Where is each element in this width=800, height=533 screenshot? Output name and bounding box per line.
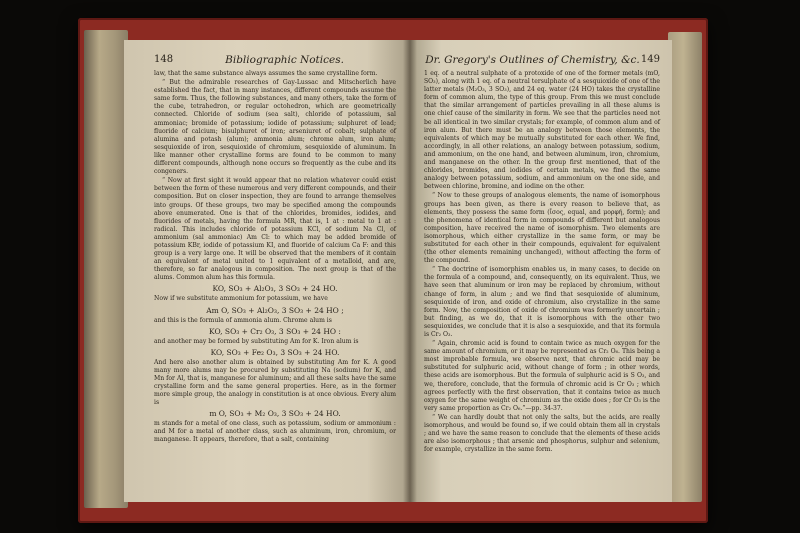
paragraph: “ Now to these groups of analogous elements, the name of isomorphous groups has been given, as there is every reason to believe that, as elements, they possess the same form (ἴσος, equal, and μορφή, form); and the phenomena of identical form in compounds of different but analogous composition, have received the name of isomorphism. Two elements are isomorphous, which either crystallize in the same form, or may be substituted for each other in their compounds, equivalent for equivalent (the other elements remaining unchanged), without affecting the form of the compound.: [424, 192, 660, 265]
paragraph: 1 eq. of a neutral sulphate of a protoxide of one of the former metals (mO, SO₃), along with 1 eq. of a neutral tersulphate of a sesquioxide of one of the latter metals (M₂O₃, 3 SO₃), and 24 eq. water (24 HO) takes the crystalline form of common alum, the type of this group. From this we must conclude that the similar arrangement of particles prevailing in all these alums is one chief cause of the similarity in form. We see that the particles need not be all identical in two similar crystals; for example, of common alum and of iron alum. But there must be an analogy between those elements, the equivalents of which may be mutually substituted for each other. We find, accordingly, in all other relations, an analogy between potassium, sodium, and ammonium, on the one hand, and between aluminum, iron, chromium, and manganese on the other. In the group first mentioned, that of the chlorides, bromides, and iodides of certain metals, we find the same analogy between potassium, sodium, and ammonium on the one side, and between chlorine, bromine, and iodine on the other.: [424, 70, 660, 191]
paragraph: and another may be formed by substituting Am for K. Iron alum is: [154, 337, 359, 345]
formula: KO, SO₃ + Al₂O₃, 3 SO₃ + 24 HO.: [212, 284, 338, 294]
paragraph: Now if we substitute ammonium for potassium, we have: [154, 295, 328, 303]
formula: Am O, SO₃ + Al₂O₃, 3 SO₃ + 24 HO ;: [206, 305, 344, 315]
right-running-title: Dr. Gregory's Outlines of Chemistry, &c.: [425, 54, 640, 66]
right-page-number: 149: [640, 54, 660, 65]
paragraph: m stands for a metal of one class, such as potassium, sodium or ammonium : and M for a metal of another class, such as aluminum, iron, chromium, or manganese. It appears, therefore, that a salt, containing: [154, 420, 396, 444]
book-gutter: [403, 40, 417, 502]
left-page-edges: [84, 30, 128, 508]
right-page: [410, 40, 672, 502]
right-page-body: [424, 70, 660, 454]
right-page-edges: [668, 32, 702, 502]
right-running-head: [424, 54, 660, 66]
paragraph: And here also another alum is obtained by substituting Am for K. A good many more alums may be procured by substituting Na (sodium) for K, and Mn for Al, that is, manganese for aluminum; and all these salts have the same crystalline form and the same general properties. Here, as in the former more simple group, the analogy in constitution is at once obvious. Every alum is: [154, 358, 396, 407]
formula: m O, SO₃ + M₂ O₃, 3 SO₃ + 24 HO.: [209, 409, 341, 419]
formula: KO, SO₃ + Fe₂ O₃, 3 SO₃ + 24 HO.: [210, 347, 340, 357]
left-running-head: [154, 54, 396, 66]
left-running-title: Bibliographic Notices.: [225, 54, 344, 66]
paragraph: “ Now at first sight it would appear that no relation whatever could exist between the form of these numerous and very different compounds, and their composition. But on closer inspection, they are found to arrange themselves into groups. Of these groups, two may be specified among the compounds above enumerated. One is that of the chlorides, bromides, iodides, and fluorides of metals, having the formula MR, that is, 1 at : metal to 1 at : radical. This includes chloride of potassium KCl, of sodium Na Cl, of ammonium (sal ammoniac) Am Cl: to which may be added bromide of potassium KBr, iodide of potassium KI, and fluoride of calcium Ca F: and this group is a very large one. It will be observed that the members of it contain an equivalent of metal united to 1 equivalent of a metalloid, and are, therefore, so far analogous in composition. The next group is that of the alums. Common alum has this formula.: [154, 177, 396, 282]
left-page-number: 148: [154, 54, 174, 65]
left-page: [124, 40, 410, 502]
paragraph: “ Again, chromic acid is found to contain twice as much oxygen for the same amount of chromium, or it may be represented as Cr₂ O₆. This being a most improbable formula, we observe next, that chromic acid may be substituted for sulphuric acid, without change of form ; in other words, these acids are isomorphous. But the formula of sulphuric acid is S O₃, and we, therefore, conclude, that the formula of chromic acid is Cr O₃ ; which agrees perfectly with the first observation, that it contains twice as much oxygen for the same weight of chromium as the oxide does ; for Cr O₃ is the very same proportion as Cr₂ O₆.”—pp. 34-37.: [424, 340, 660, 412]
left-page-body: [154, 70, 396, 445]
paragraph: “ But the admirable researches of Gay-Lussac and Mitscherlich have established the fact, that in many instances, different compounds assume the same form. Thus, the following substances, and many others, take the form of the cube, tetrahedron, or regular octohedron, which are geometrically connected. Chloride of sodium (sea salt), chloride of potassium, sal ammoniac; bromide of potassium; iodide of potassium; sulphuret of lead; fluoride of calcium; bisulphuret of iron; arseniuret of cobalt; sulphate of alumina and potash (alum); ammonia alum; chrome alum, iron alum; sesquioxide of iron, sesquioxide of chromium, sesquioxide of aluminum. In like manner other crystalline forms are found to be common to many different compounds, although none occurs so frequently as the cube and its congeners.: [154, 79, 396, 176]
paragraph: “ We can hardly doubt that not only the salts, but the acids, are really isomorphous, and would be found so, if we could obtain them all in crystals ; and we have the same reason to conclude that the elements of these acids are also isomorphous ; that arsenic and phosphorus, sulphur and selenium, for example, crystallize in the same form.: [424, 413, 660, 454]
formula: KO, SO₃ + Cr₂ O₃, 3 SO₃ + 24 HO :: [209, 326, 341, 336]
paragraph: law, that the same substance always assumes the same crystalline form.: [154, 70, 378, 77]
paragraph: “ The doctrine of isomorphism enables us, in many cases, to decide on the formula of a compound, and, consequently, on its equivalent. Thus, we have seen that aluminum or iron may be replaced by chromium, without change of form, in alum ; and we find that sesquioxide of aluminum, sesquioxide of iron, and oxide of chromium, also crystallize in the same form. Now, the composition of oxide of chromium was formerly uncertain ; but finding, as we do, that it is isomorphous with the other two sesquioxides, we conclude that it is also a sesquioxide, and that its formula is Cr₂ O₃.: [424, 266, 660, 338]
paragraph: and this is the formula of ammonia alum. Chrome alum is: [154, 316, 332, 324]
